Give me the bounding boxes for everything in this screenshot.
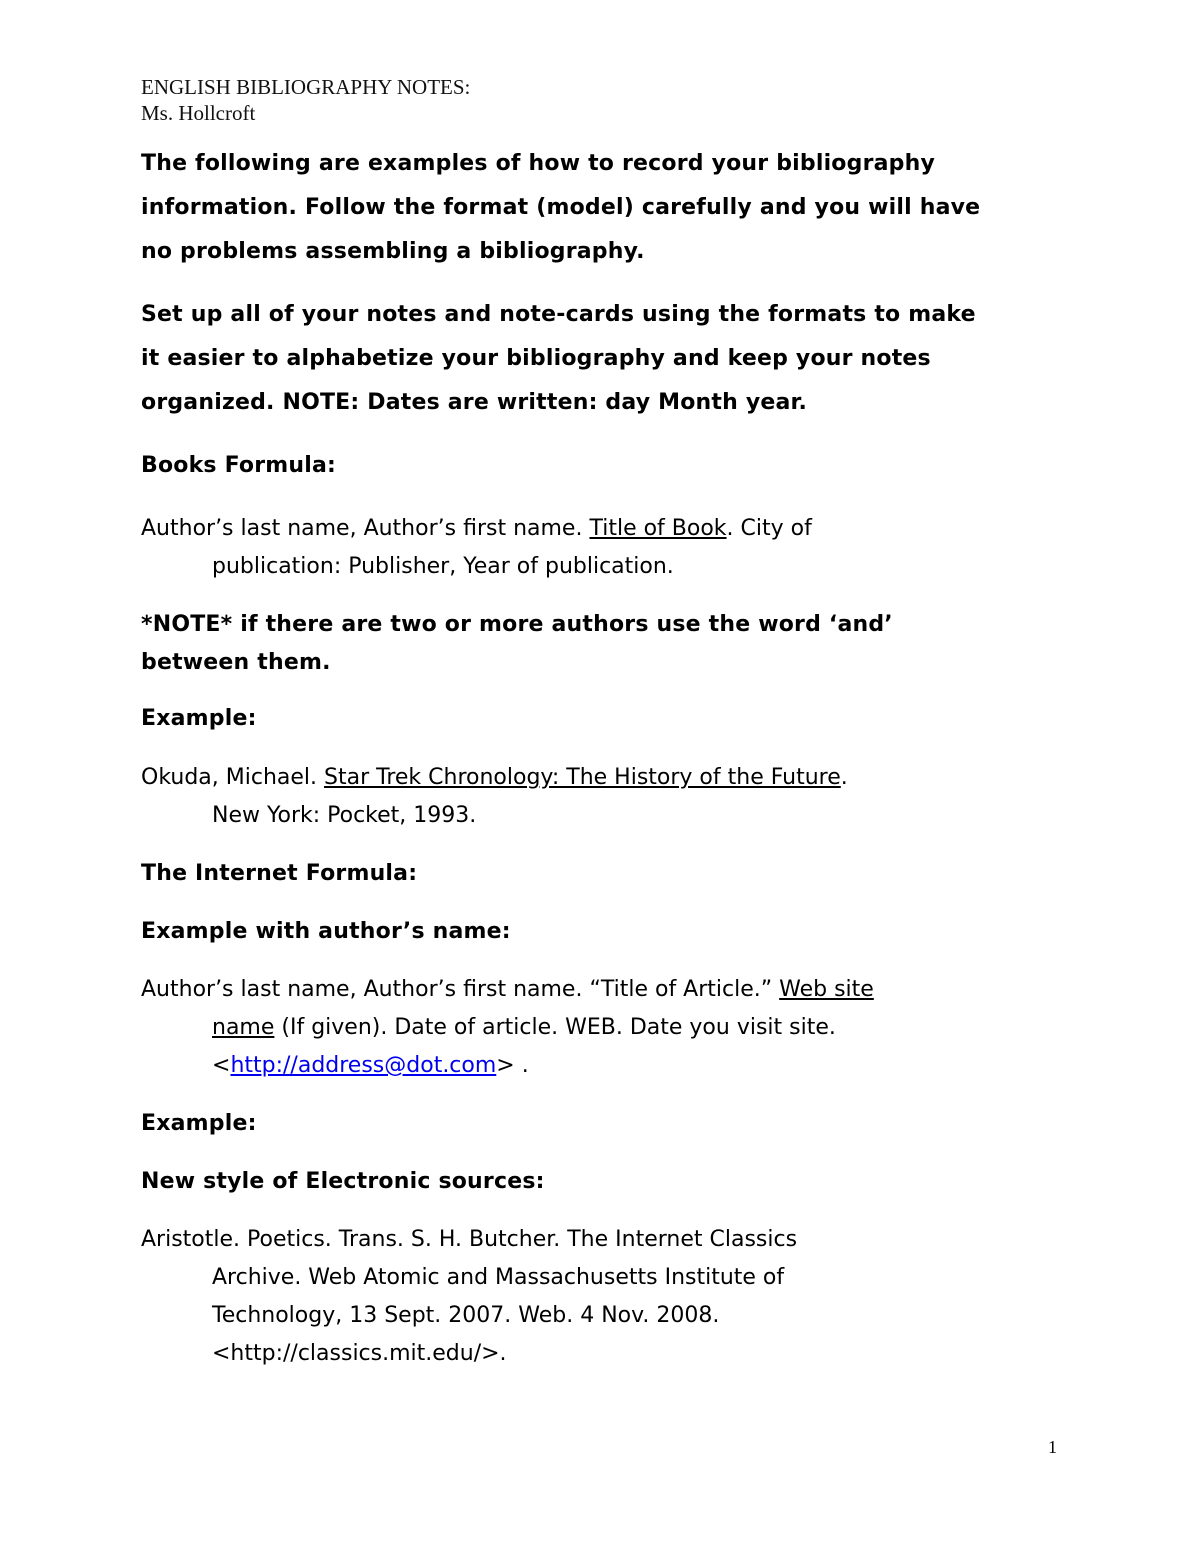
book-example-title: Star Trek Chronology: The History of the Future: [324, 765, 841, 790]
header-title: ENGLISH BIBLIOGRAPHY NOTES:: [141, 75, 471, 99]
books-formula: Author’s last name, Author’s first name. Title of Book. City of publication: Publisher, Year of publication.: [141, 516, 812, 579]
intro-paragraph-1: The following are examples of how to record your bibliography information. Follow the format (model) carefully and you will have no problems assembling a bibliography.: [141, 151, 981, 264]
address-link[interactable]: http://address@dot.com: [230, 1053, 497, 1078]
electronic-sources-heading: New style of Electronic sources:: [141, 1169, 545, 1194]
web-site-name-placeholder: Web site: [779, 977, 874, 1002]
example-heading-internet: Example:: [141, 1111, 257, 1136]
authors-note: *NOTE* if there are two or more authors use the word ‘and’ between them.: [141, 612, 893, 675]
internet-formula: Author’s last name, Author’s first name. “Title of Article.” Web site name (If given). Date of article. WEB. Date you visit site. <http://address@dot.com> .: [141, 977, 874, 1078]
author-example-heading: Example with author’s name:: [141, 919, 511, 944]
document-header: [141, 74, 470, 126]
electronic-example: Aristotle. Poetics. Trans. S. H. Butcher. The Internet Classics Archive. Web Atomic and Massachusetts Institute of Technology, 13 Sept. 2007. Web. 4 Nov. 2008. <http://classics.mit.edu/>.: [141, 1227, 798, 1366]
book-title-placeholder: Title of Book: [589, 516, 727, 541]
intro-paragraph-2: Set up all of your notes and note-cards using the formats to make it easier to alphabetize your bibliography and keep your notes organized. NOTE: Dates are written: day Month year.: [141, 302, 976, 415]
header-teacher: Ms. Hollcroft: [141, 101, 256, 125]
example-heading-books: Example:: [141, 706, 257, 731]
book-example: Okuda, Michael. Star Trek Chronology: The History of the Future. New York: Pocket, 1993.: [141, 765, 848, 828]
internet-formula-heading: The Internet Formula:: [141, 861, 418, 886]
books-formula-heading: Books Formula:: [141, 453, 337, 478]
page-number: 1: [1048, 1437, 1057, 1457]
